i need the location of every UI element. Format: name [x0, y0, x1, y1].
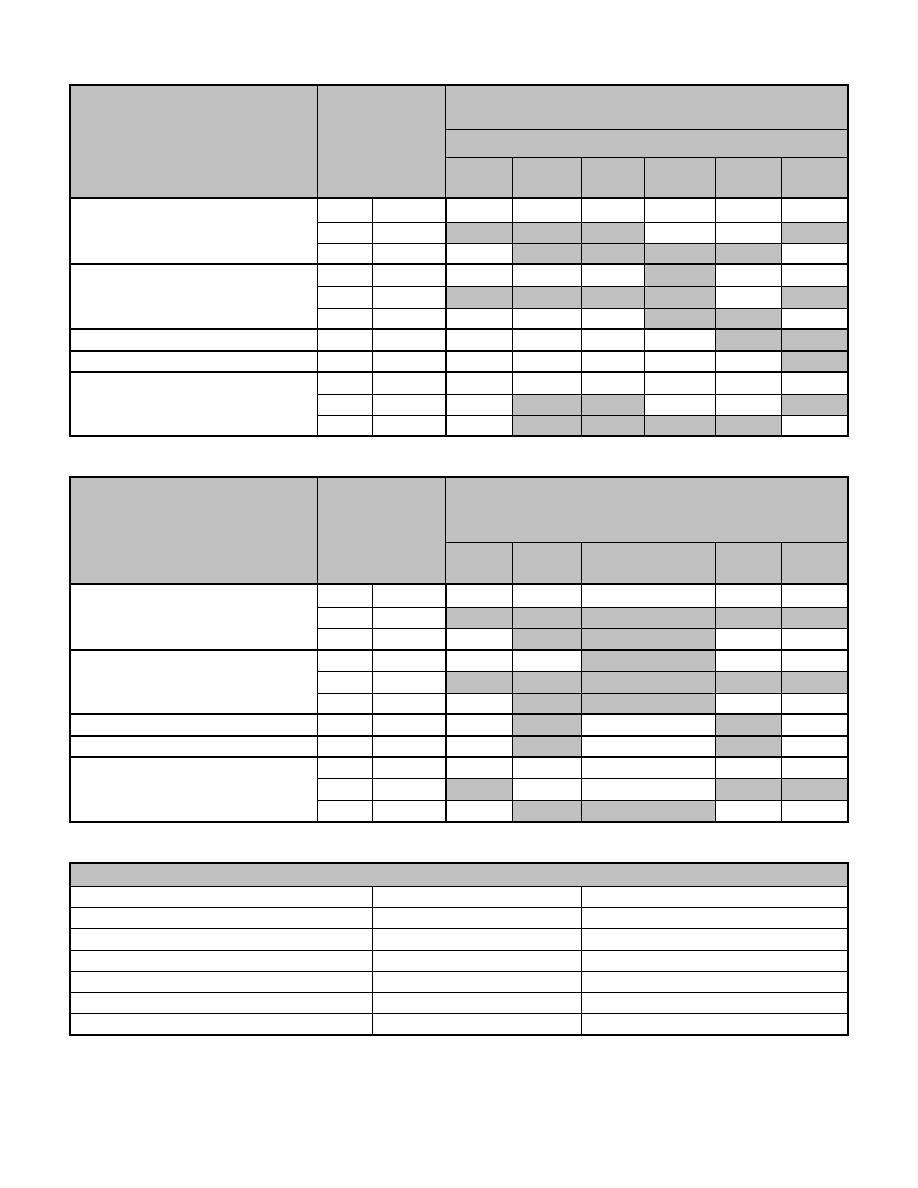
- shaded-cell: [644, 308, 715, 329]
- row-divider: [317, 628, 847, 629]
- row-divider: [317, 415, 847, 416]
- column-divider: [715, 199, 716, 435]
- row-divider: [317, 671, 847, 672]
- shaded-cell: [644, 264, 715, 286]
- row-divider: [71, 649, 847, 651]
- row-divider: [317, 693, 847, 694]
- column-divider: [644, 199, 645, 435]
- row-divider: [71, 950, 847, 951]
- shaded-cell: [781, 671, 847, 693]
- shaded-cell: [715, 308, 781, 329]
- shaded-cell: [512, 693, 581, 714]
- shaded-cell: [644, 286, 715, 308]
- shaded-cell: [581, 650, 715, 671]
- column-divider: [715, 542, 716, 585]
- shaded-cell: [512, 394, 581, 415]
- shaded-cell: [445, 671, 512, 693]
- column-divider: [445, 478, 446, 585]
- shaded-cell: [781, 351, 847, 372]
- row-divider: [445, 129, 847, 130]
- shaded-cell: [781, 329, 847, 351]
- column-divider: [445, 585, 447, 821]
- shaded-cell: [781, 778, 847, 800]
- row-divider: [71, 735, 847, 737]
- data-table-1: [69, 84, 849, 437]
- row-divider: [71, 263, 847, 265]
- shaded-cell: [644, 243, 715, 264]
- column-divider: [317, 199, 318, 435]
- column-divider: [581, 886, 582, 1034]
- shaded-cell: [715, 778, 781, 800]
- shaded-cell: [715, 243, 781, 264]
- row-divider: [71, 992, 847, 993]
- shaded-cell: [581, 628, 715, 650]
- shaded-cell: [715, 329, 781, 351]
- row-divider: [71, 350, 847, 352]
- column-divider: [781, 542, 782, 585]
- shaded-cell: [512, 415, 581, 435]
- shaded-cell: [781, 607, 847, 628]
- shaded-cell: [781, 222, 847, 243]
- column-divider: [581, 585, 582, 821]
- shaded-cell: [445, 222, 512, 243]
- column-divider: [581, 157, 582, 199]
- shaded-cell: [781, 286, 847, 308]
- row-divider: [317, 243, 847, 244]
- column-divider: [317, 585, 318, 821]
- column-divider: [317, 86, 318, 199]
- row-divider: [445, 542, 847, 543]
- column-divider: [781, 199, 782, 435]
- shaded-cell: [581, 394, 644, 415]
- shaded-cell: [715, 736, 781, 757]
- header-cell: [445, 86, 847, 199]
- header-cell: [71, 86, 445, 199]
- column-divider: [372, 886, 373, 1034]
- shaded-cell: [715, 415, 781, 435]
- column-divider: [715, 585, 716, 821]
- row-divider: [317, 800, 847, 801]
- data-table-2: [69, 476, 849, 823]
- shaded-cell: [644, 415, 715, 435]
- row-divider: [71, 713, 847, 715]
- shaded-cell: [512, 222, 581, 243]
- shaded-cell: [445, 778, 512, 800]
- column-divider: [581, 199, 582, 435]
- shaded-cell: [512, 628, 581, 650]
- shaded-cell: [512, 286, 581, 308]
- row-divider: [317, 308, 847, 309]
- row-divider: [445, 157, 847, 158]
- row-divider: [71, 928, 847, 929]
- row-divider: [71, 886, 847, 887]
- shaded-cell: [581, 415, 644, 435]
- column-divider: [781, 157, 782, 199]
- column-divider: [715, 157, 716, 199]
- shaded-cell: [581, 671, 715, 693]
- column-divider: [317, 478, 318, 585]
- row-divider: [71, 1013, 847, 1014]
- shaded-cell: [581, 222, 644, 243]
- row-divider: [317, 394, 847, 395]
- column-divider: [512, 199, 513, 435]
- shaded-cell: [512, 671, 581, 693]
- column-divider: [581, 542, 582, 585]
- column-divider: [512, 585, 513, 821]
- data-table-3: [69, 862, 849, 1036]
- shaded-cell: [581, 693, 715, 714]
- row-divider: [71, 371, 847, 373]
- shaded-cell: [445, 607, 512, 628]
- row-divider: [317, 222, 847, 223]
- shaded-cell: [512, 800, 581, 821]
- column-divider: [445, 86, 446, 199]
- shaded-cell: [715, 607, 781, 628]
- header-cell: [71, 478, 445, 585]
- column-divider: [512, 157, 513, 199]
- header-cell: [71, 864, 847, 886]
- shaded-cell: [512, 736, 581, 757]
- shaded-cell: [715, 671, 781, 693]
- row-divider: [71, 583, 847, 585]
- shaded-cell: [715, 714, 781, 736]
- column-divider: [644, 157, 645, 199]
- header-cell: [445, 478, 847, 585]
- shaded-cell: [581, 286, 644, 308]
- row-divider: [71, 197, 847, 199]
- column-divider: [445, 199, 447, 435]
- shaded-cell: [512, 243, 581, 264]
- row-divider: [71, 907, 847, 908]
- shaded-cell: [581, 800, 715, 821]
- row-divider: [71, 756, 847, 758]
- row-divider: [317, 778, 847, 779]
- column-divider: [781, 585, 782, 821]
- row-divider: [317, 286, 847, 287]
- row-divider: [71, 971, 847, 972]
- shaded-cell: [512, 607, 581, 628]
- shaded-cell: [581, 243, 644, 264]
- row-divider: [317, 607, 847, 608]
- column-divider: [372, 199, 373, 435]
- shaded-cell: [781, 394, 847, 415]
- column-divider: [372, 585, 373, 821]
- shaded-cell: [445, 286, 512, 308]
- column-divider: [512, 542, 513, 585]
- row-divider: [71, 328, 847, 330]
- shaded-cell: [581, 607, 715, 628]
- shaded-cell: [512, 714, 581, 736]
